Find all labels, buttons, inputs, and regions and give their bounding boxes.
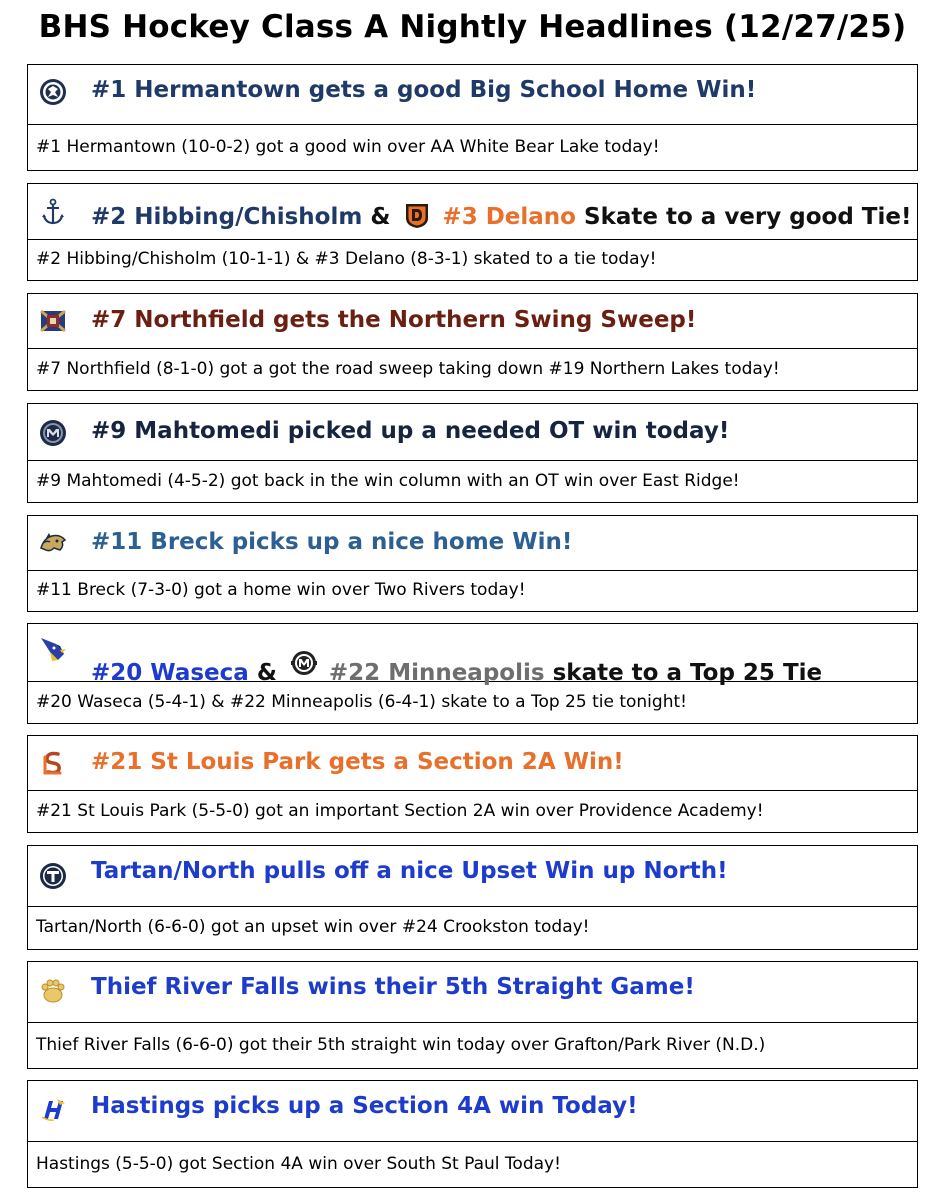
headline-card-hibbing-delano	[27, 183, 918, 281]
headline-text: #21 St Louis Park gets a Section 2A Win!	[91, 749, 624, 775]
team-b-name: #22 Minneapolis	[328, 660, 545, 686]
summary-row: Tartan/North (6-6-0) got an upset win over #24 Crookston today!	[36, 917, 590, 937]
headline-card-thief-river-falls	[27, 961, 918, 1069]
headline-row	[28, 516, 917, 571]
waseca-bluejay-logo-icon	[38, 634, 68, 664]
team-a-name: #2 Hibbing/Chisholm	[91, 204, 363, 230]
summary-row: #9 Mahtomedi (4-5-2) got back in the win column with an OT win over East Ridge!	[36, 470, 740, 491]
headline-row	[28, 294, 917, 349]
breck-mustang-logo-icon	[38, 528, 68, 558]
summary-row: Thief River Falls (6-6-0) got their 5th straight win today over Grafton/Park River (N.D.)	[36, 1034, 766, 1055]
headline-text	[91, 648, 822, 685]
headline-row	[28, 65, 917, 125]
headline-card-breck	[27, 515, 918, 612]
delano-d-logo-icon	[402, 200, 432, 230]
headline-rest: skate to a Top 25 Tie	[552, 660, 823, 686]
headline-rest: Skate to a very good Tie!	[584, 204, 912, 230]
headline-text: Tartan/North pulls off a nice Upset Win up North!	[91, 858, 728, 884]
headline-text	[91, 200, 911, 230]
hibbing-chisholm-anchor-logo-icon	[38, 197, 68, 227]
headline-row	[28, 624, 917, 686]
summary-row: #21 St Louis Park (5-5-0) got an important Section 2A win over Providence Academy!	[36, 801, 764, 821]
summary-row: #1 Hermantown (10-0-2) got a good win over AA White Bear Lake today!	[36, 137, 660, 157]
headline-card-mahtomedi	[27, 403, 918, 503]
headline-text: #1 Hermantown gets a good Big School Home Win!	[91, 77, 757, 103]
joiner-text: &	[256, 660, 277, 686]
headline-row	[28, 404, 917, 461]
headline-text: #9 Mahtomedi picked up a needed OT win today!	[91, 418, 730, 444]
summary-row: Hastings (5-5-0) got Section 4A win over South St Paul Today!	[36, 1153, 561, 1174]
headline-card-st-louis-park	[27, 735, 918, 833]
page-title: BHS Hockey Class A Nightly Headlines (12/27/25)	[38, 9, 907, 45]
headline-card-tartan-north	[27, 845, 918, 950]
st-louis-park-logo-icon	[38, 748, 68, 778]
mahtomedi-logo-icon	[38, 418, 68, 448]
team-b-name: #3 Delano	[442, 204, 576, 230]
hastings-h-logo-icon	[38, 1095, 68, 1125]
team-a-name: #20 Waseca	[91, 660, 249, 686]
headline-row	[28, 962, 917, 1023]
headline-row	[28, 736, 917, 791]
thief-river-falls-paw-logo-icon	[38, 976, 68, 1006]
headline-row	[28, 846, 917, 907]
summary-row: #11 Breck (7-3-0) got a home win over Two Rivers today!	[36, 580, 526, 600]
summary-row: #2 Hibbing/Chisholm (10-1-1) & #3 Delano (8-3-1) skated to a tie today!	[36, 249, 657, 269]
summary-row: #7 Northfield (8-1-0) got a got the road sweep taking down #19 Northern Lakes today!	[36, 359, 780, 379]
headline-text: #11 Breck picks up a nice home Win!	[91, 529, 573, 555]
tartan-north-t-logo-icon	[38, 861, 68, 891]
headline-card-northfield	[27, 293, 918, 391]
joiner-text: &	[370, 204, 391, 230]
northfield-shield-logo-icon	[38, 306, 68, 336]
headline-card-waseca-minneapolis	[27, 623, 918, 724]
headline-row	[28, 1081, 917, 1142]
summary-row: #20 Waseca (5-4-1) & #22 Minneapolis (6-4-1) skate to a Top 25 tie tonight!	[36, 691, 687, 712]
headline-row	[28, 184, 917, 240]
headline-card-hermantown	[27, 64, 918, 171]
headline-card-hastings	[27, 1080, 918, 1188]
hermantown-hawks-logo-icon	[38, 77, 68, 107]
headline-text: Thief River Falls wins their 5th Straight Game!	[91, 974, 695, 1000]
minneapolis-m-logo-icon	[289, 648, 319, 678]
headline-text: #7 Northfield gets the Northern Swing Sweep!	[91, 307, 697, 333]
headline-text: Hastings picks up a Section 4A win Today!	[91, 1093, 638, 1119]
